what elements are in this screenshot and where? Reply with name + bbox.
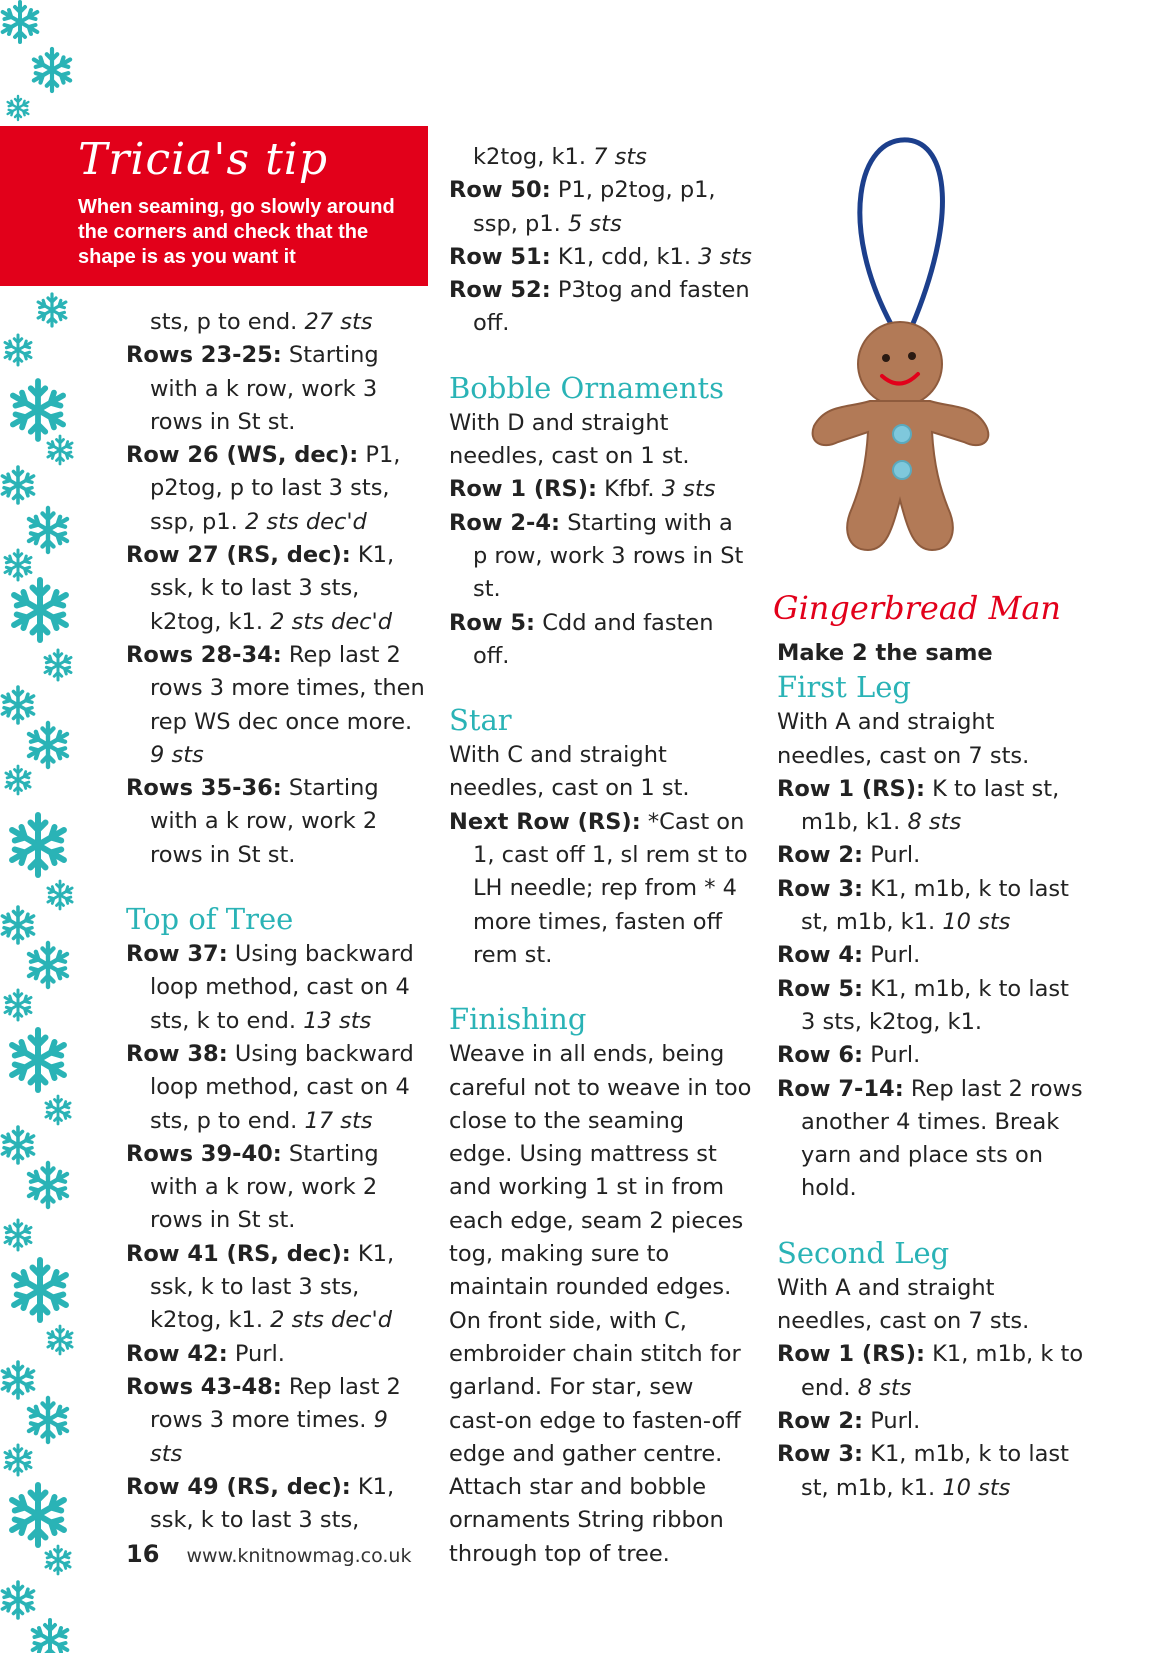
pattern-row: Row 26 (WS, dec): P1, p2tog, p to last 3 sts, ssp, p1. 2 sts dec'd <box>126 442 401 535</box>
pattern-row: Next Row (RS): *Cast on 1, cast off 1, sl rem st to LH needle; rep from * 4 more times, fasten off rem st. <box>449 808 748 968</box>
pattern-row: Row 3: K1, m1b, k to last st, m1b, k1. 10 sts <box>777 875 1069 936</box>
pattern-row: Row 7-14: Rep last 2 rows another 4 times. Break yarn and place sts on hold. <box>777 1075 1083 1202</box>
tip-box <box>0 126 428 286</box>
pattern-row: Rows 28-34: Rep last 2 rows 3 more times, then rep WS dec once more. 9 sts <box>126 641 425 768</box>
pattern-row: Row 2-4: Starting with a p row, work 3 rows in St st. <box>449 509 744 603</box>
pattern-row: Row 4: Purl. <box>777 942 921 969</box>
pattern-row: Row 5: K1, m1b, k to last 3 sts, k2tog, k1. <box>777 975 1069 1035</box>
pattern-row: Row 1 (RS): K1, m1b, k to end. 8 sts <box>777 1341 1084 1401</box>
section-heading-finishing: Finishing <box>449 1002 587 1037</box>
tip-title: Tricia's tip <box>78 134 328 185</box>
pattern-row: k2tog, k1. 7 sts <box>473 144 647 170</box>
intro-text: With D and straight needles, cast on 1 st. <box>449 409 690 470</box>
section-heading-first-leg: First Leg <box>777 670 911 705</box>
pattern-row: Rows 43-48: Rep last 2 rows 3 more times. 9 sts <box>126 1373 401 1467</box>
pattern-row: Row 2: Purl. <box>777 1407 921 1434</box>
intro-text: With A and straight needles, cast on 7 sts. <box>777 709 1030 769</box>
intro-text: With C and straight needles, cast on 1 st. <box>449 742 690 802</box>
pattern-row: Row 38: Using backward loop method, cast on 4 sts, p to end. 17 sts <box>126 1040 414 1134</box>
website-url: www.knitnowmag.co.uk <box>186 1545 412 1567</box>
pattern-row: Rows 35-36: Starting with a k row, work 2 rows in St st. <box>126 775 379 868</box>
pattern-row: Row 6: Purl. <box>777 1042 921 1069</box>
finishing-text: On front side, with C, embroider chain stitch for garland. For star, sew cast-on edge to fasten-off edge and gather centre. Attach star and bobble ornaments String ribbon through top of tree. <box>449 1307 741 1567</box>
section-heading-bobble-ornaments: Bobble Ornaments <box>449 370 725 405</box>
column-3 <box>777 637 1087 1505</box>
pattern-row: Rows 23-25: Starting with a k row, work 3 rows in St st. <box>126 342 379 435</box>
pattern-row: Row 1 (RS): K to last st, m1b, k1. 8 sts <box>777 775 1060 836</box>
page-footer <box>126 1540 411 1568</box>
page-number: 16 <box>126 1540 160 1568</box>
column-1 <box>126 306 426 1537</box>
section-heading-second-leg: Second Leg <box>777 1235 950 1270</box>
intro-text: With A and straight needles, cast on 7 sts. <box>777 1274 1030 1335</box>
tip-text: When seaming, go slowly around the corners and check that the shape is as you want it <box>78 195 395 268</box>
pattern-row: Row 37: Using backward loop method, cast on 4 sts, k to end. 13 sts <box>126 941 414 1034</box>
pattern-row: sts, p to end. 27 sts <box>150 309 373 335</box>
section-heading-top-of-tree: Top of Tree <box>126 902 294 937</box>
finishing-text: Weave in all ends, being careful not to weave in too close to the seaming edge. Using mattress st and working 1 st in from each edge, seam 2 pieces tog, making sure to maintain rounded edges. <box>449 1041 752 1301</box>
gingerbread-ornament-image <box>808 136 1028 576</box>
pattern-row: Row 2: Purl. <box>777 842 921 869</box>
pattern-row: Row 1 (RS): Kfbf. 3 sts <box>449 476 716 503</box>
pattern-row: Row 49 (RS, dec): K1, ssk, k to last 3 sts, <box>126 1473 395 1534</box>
pattern-row: Row 3: K1, m1b, k to last st, m1b, k1. 10 sts <box>777 1441 1069 1501</box>
pattern-row: Row 41 (RS, dec): K1, ssk, k to last 3 sts, k2tog, k1. 2 sts dec'd <box>126 1240 395 1334</box>
column-2 <box>449 141 754 1571</box>
pattern-row: Row 27 (RS, dec): K1, ssk, k to last 3 sts, k2tog, k1. 2 sts dec'd <box>126 542 395 635</box>
pattern-row: Row 5: Cdd and fasten off. <box>449 609 714 669</box>
make-note: Make 2 the same <box>777 640 993 666</box>
pattern-row: Row 42: Purl. <box>126 1340 285 1367</box>
pattern-row: Row 51: K1, cdd, k1. 3 sts <box>449 243 752 270</box>
pattern-row: Row 50: P1, p2tog, p1, ssp, p1. 5 sts <box>449 177 716 237</box>
gingerbread-man-title: Gingerbread Man <box>773 589 1062 627</box>
section-heading-star: Star <box>449 703 512 738</box>
pattern-row: Row 52: P3tog and fasten off. <box>449 277 750 337</box>
pattern-row: Rows 39-40: Starting with a k row, work 2 rows in St st. <box>126 1140 379 1234</box>
